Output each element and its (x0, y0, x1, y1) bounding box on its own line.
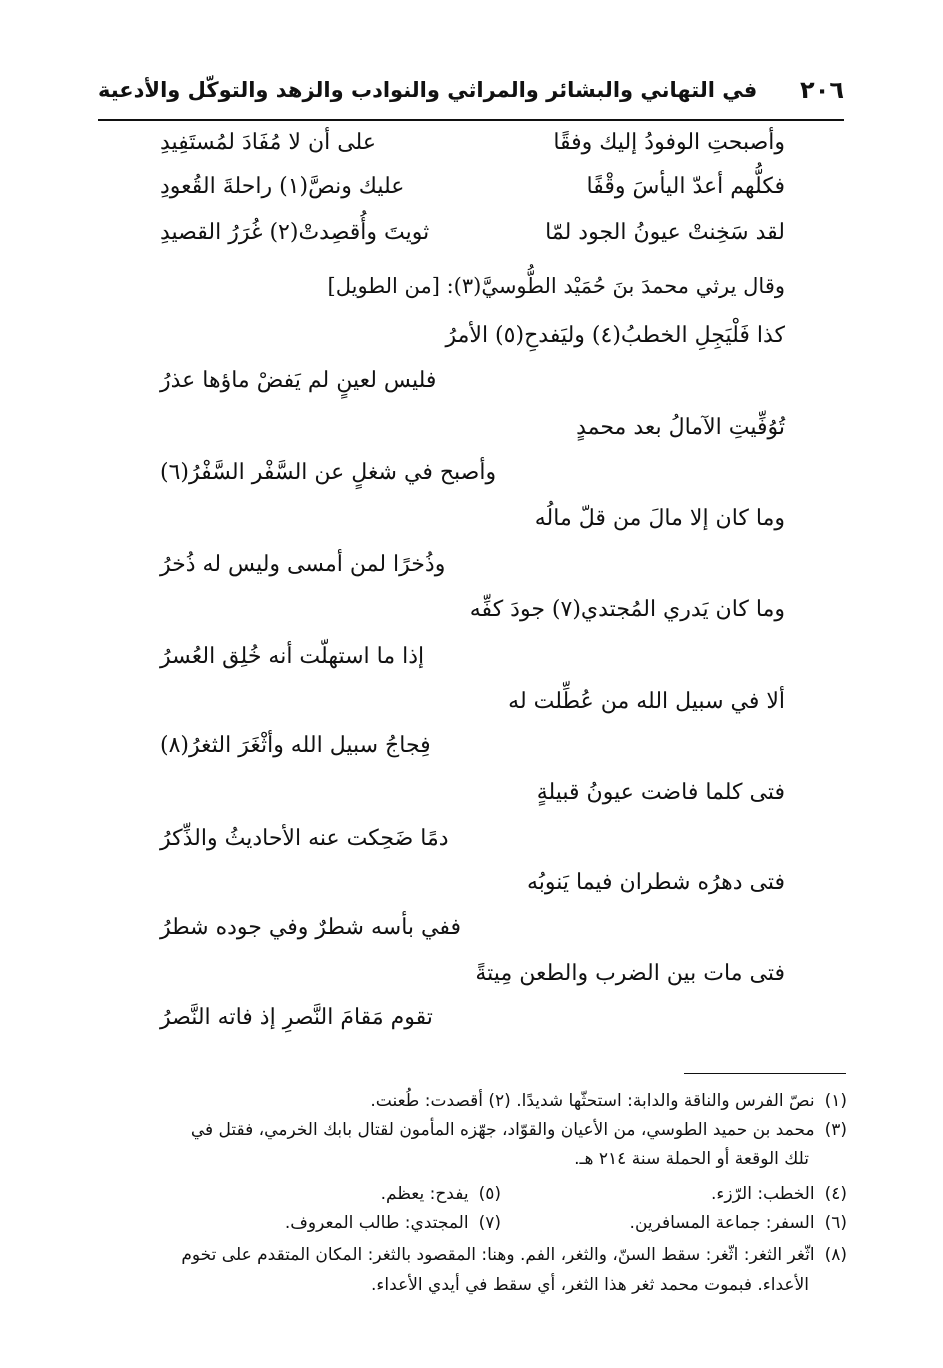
footnote-text: الخطب: الرّزء. (711, 1184, 815, 1204)
footnote-rule (684, 1073, 846, 1074)
elegy-line: فِجاجُ سبيل الله وأثْغَرَ الثغرُ(٨) (160, 733, 431, 758)
verse-right-hemistich: وأصبحتِ الوفودُ إليك وفقًا (553, 130, 785, 155)
footnote-number: (٦) (824, 1213, 847, 1233)
elegy-line: تقوم مَقامَ النَّصرِ إذ فاته النَّصرُ (160, 1005, 433, 1030)
footnote-7 (285, 1213, 501, 1234)
footnote-3 (191, 1120, 847, 1141)
footnote-text: محمد بن حميد الطوسي، من الأعيان والقوّاد، جهّزه المأمون لقتال بابك الخرمي، فقتل في (190, 1120, 815, 1140)
footnote-4 (711, 1184, 847, 1205)
running-title: في التهاني والبشائر والمراثي والنوادب والزهد والتوكّل والأدعية (98, 78, 758, 102)
elegy-line: فليس لعينٍ لم يَفضْ ماؤها عذرُ (160, 368, 437, 393)
elegy-line: وأصبح في شغلٍ عن السَّفْر السَّفْرُ(٦) (160, 460, 497, 485)
elegy-line: ففي بأسه شطرٌ وفي جوده شطرُ (160, 915, 462, 940)
footnote-number: (٧) (478, 1213, 501, 1233)
footnote-1-2 (370, 1091, 847, 1112)
footnote-text: السفر: جماعة المسافرين. (629, 1213, 815, 1233)
footnote-8 (181, 1245, 847, 1266)
elegy-line: تُوُفِّيتِ الآمالُ بعد محمدٍ (576, 415, 785, 440)
footnote-text: نصّ الفرس والناقة والدابة: استحثّها شديدًا. (٢) أقصدت: طُعنت. (370, 1091, 815, 1111)
page-header (98, 74, 844, 114)
footnote-6 (630, 1213, 847, 1234)
elegy-line: دمًا ضَحِكت عنه الأحاديثُ والذِّكرُ (160, 826, 449, 851)
verse-left-hemistich: عليك ونصَّ(١) راحلةَ القُعودِ (160, 174, 405, 199)
poem-intro-line: وقال يرثي محمدَ بنَ حُمَيْد الطُّوسيَّ(٣): [من الطويل] (327, 274, 785, 298)
verse-left-hemistich: ثويتَ وأُقصِدتْ(٢) غُرَرُ القصيدِ (160, 220, 430, 245)
footnote-text: يفدح: يعظم. (380, 1184, 469, 1204)
footnote-5 (381, 1184, 501, 1205)
header-rule (98, 119, 844, 121)
elegy-line: وذُخرًا لمن أمسى وليس له ذُخرُ (160, 552, 446, 577)
footnote-number: (٤) (824, 1184, 847, 1204)
verse-left-hemistich: على أن لا مُفَادَ لمُستَفِيدِ (160, 130, 376, 155)
elegy-line: كذا فَلْيَجِلِ الخطبُ(٤) وليَفدحِ(٥) الأمرُ (445, 323, 785, 348)
footnote-3-continuation: تلك الوقعة أو الحملة سنة ٢١٤ هـ. (574, 1149, 809, 1169)
elegy-line: وما كان إلا مالَ من قلّ مالُه (534, 506, 785, 531)
footnote-number: (٥) (478, 1184, 501, 1204)
verse-right-hemistich: فكلُّهم أعدّ اليأسَ وقْفًا (586, 174, 785, 199)
footnote-number: (٨) (824, 1245, 847, 1265)
verse-right-hemistich: لقد سَخِنتْ عيونُ الجود لمّا (545, 220, 785, 245)
elegy-line: فتى دهرُه شطران فيما يَنوبُه (526, 870, 785, 895)
footnote-text: المجتدي: طالب المعروف. (284, 1213, 469, 1233)
page-number: ٢٠٦ (800, 76, 844, 104)
elegy-line: فتى كلما فاضت عيونُ قبيلةٍ (536, 780, 785, 805)
elegy-line: ألا في سبيل الله من عُطِّلت له (508, 689, 785, 714)
elegy-line: وما كان يَدري المُجتدي(٧) جودَ كفِّه (469, 597, 785, 622)
footnote-number: (٣) (824, 1120, 847, 1140)
elegy-line: إذا ما استهلّت أنه خُلِق العُسرُ (160, 644, 425, 669)
footnote-8-continuation: الأعداء. فبموت محمد ثغر هذا الثغر، أي سقط في أيدي الأعداء. (371, 1275, 809, 1295)
footnote-number: (١) (824, 1091, 847, 1111)
elegy-line: فتى مات بين الضرب والطعن مِيتةً (475, 961, 785, 986)
footnote-text: اثّغر الثغر: اثّغر: سقط السنّ، والثغر، الفم. وهنا: المقصود بالثغر: المكان المتقدم على تخوم (181, 1245, 815, 1265)
